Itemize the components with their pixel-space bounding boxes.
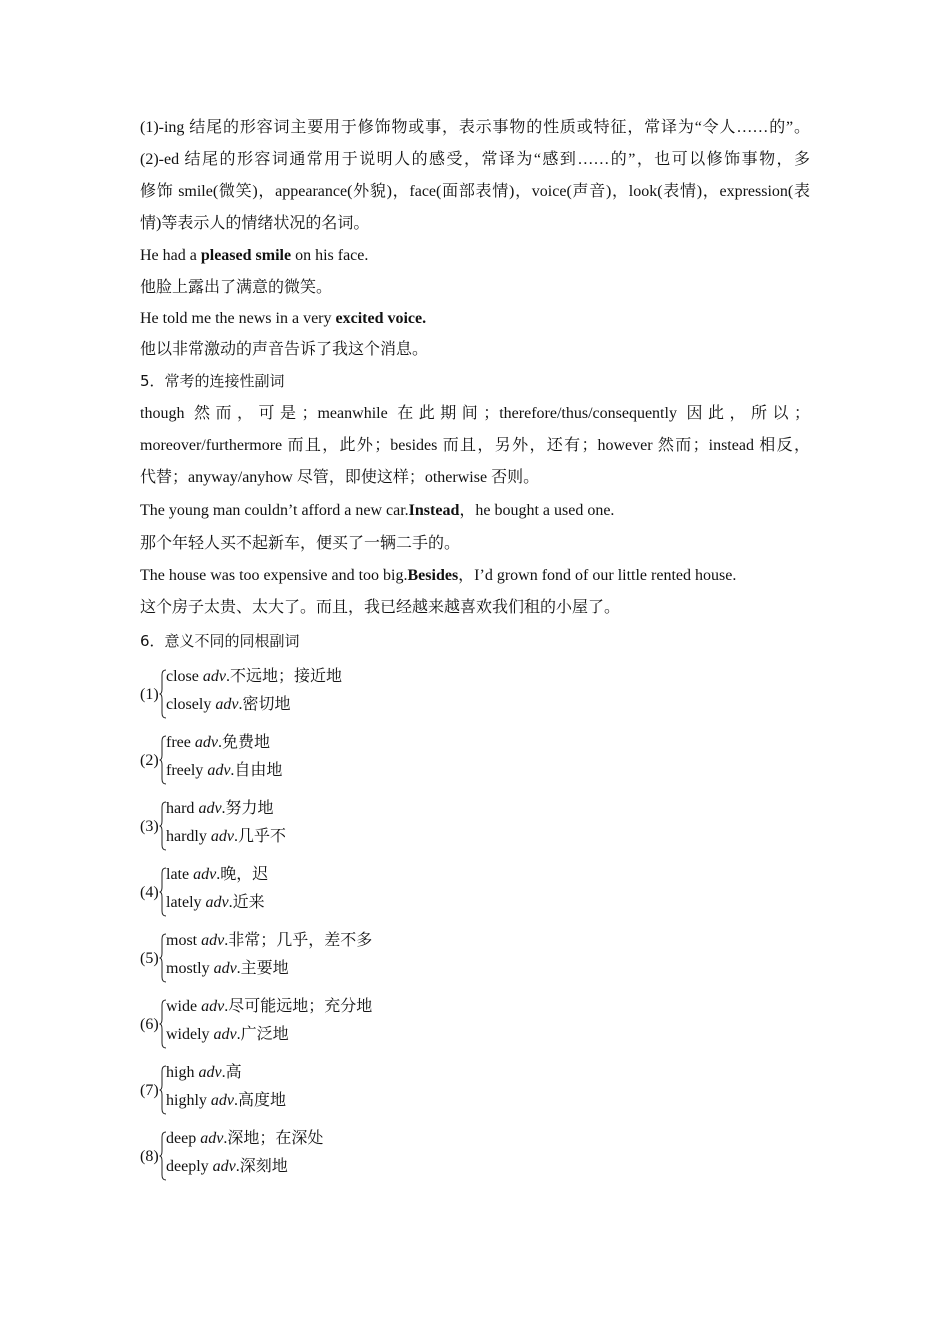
part-of-speech: adv — [202, 668, 226, 685]
adverb-entry — [166, 997, 372, 1017]
adverb-word: hardly — [166, 828, 207, 845]
adverb-word: free — [166, 734, 191, 751]
adverb-word: hard — [166, 800, 195, 817]
part-of-speech: adv — [215, 696, 239, 713]
part-of-speech: adv — [201, 932, 225, 949]
pair-number: (4) — [140, 884, 159, 901]
adverb-meaning: .努力地 — [221, 800, 274, 817]
note-ed-line-3: 情)等表示人的情绪状况的名词。 — [140, 215, 370, 232]
adverb-meaning: .自由地 — [230, 762, 283, 779]
adverb-word: wide — [166, 998, 198, 1015]
adverb-word: close — [166, 668, 199, 685]
adverb-entry — [166, 667, 342, 687]
adverb-meaning: .深刻地 — [235, 1158, 288, 1175]
adverb-entry — [166, 1063, 242, 1083]
adverb-word: highly — [166, 1092, 207, 1109]
adverb-meaning: .近来 — [228, 894, 265, 911]
adverb-entry — [166, 761, 282, 781]
example-sentence: The young man couldn’t afford a new car.Instead，he bought a used one. — [140, 502, 615, 519]
adverb-entry — [166, 1157, 288, 1177]
adverb-entry — [166, 893, 265, 913]
adverb-meaning: .几乎不 — [233, 828, 286, 845]
adverb-pair — [140, 799, 540, 855]
adverb-pair — [140, 1129, 540, 1185]
adverb-word: high — [166, 1064, 195, 1081]
adverb-entry — [166, 1025, 289, 1045]
adverb-entry — [166, 733, 270, 753]
pair-number: (1) — [140, 686, 159, 703]
adverb-word: deeply — [166, 1158, 209, 1175]
pair-number: (8) — [140, 1148, 159, 1165]
adverb-word: mostly — [166, 960, 210, 977]
adverb-entry — [166, 1129, 323, 1149]
note-ed-line-1: (2)-ed 结尾的形容词通常用于说明人的感受，常译为“感到……的”，也可以修饰事物，多 — [140, 151, 810, 168]
adverb-pair — [140, 865, 540, 921]
adverb-meaning: .高度地 — [234, 1092, 287, 1109]
example-translation: 这个房子太贵、太大了。而且，我已经越来越喜欢我们租的小屋了。 — [140, 599, 621, 616]
pair-number: (5) — [140, 950, 159, 967]
part-of-speech: adv — [213, 1026, 237, 1043]
adverb-entry — [166, 827, 286, 847]
adverb-pair — [140, 997, 540, 1053]
adverb-entry — [166, 959, 289, 979]
adverb-word: lately — [166, 894, 202, 911]
adverb-word: most — [166, 932, 198, 949]
adverb-meaning: .广泛地 — [236, 1026, 289, 1043]
part-of-speech: adv — [210, 828, 234, 845]
adverb-meaning: .尽可能远地；充分地 — [224, 998, 373, 1015]
adverb-meaning: .非常；几乎，差不多 — [224, 932, 373, 949]
part-of-speech: adv — [207, 762, 231, 779]
adverb-pair — [140, 1063, 540, 1119]
note-ed-line-2: 修饰 smile(微笑)，appearance(外貌)，face(面部表情)，voice(声音)，look(表情)，expression(表 — [140, 183, 810, 200]
adverb-meaning: .免费地 — [217, 734, 270, 751]
adverb-word: closely — [166, 696, 212, 713]
part-of-speech: adv — [194, 734, 218, 751]
adverb-entry — [166, 799, 274, 819]
connector-list-line-1: though 然而，可是；meanwhile 在此期间；therefore/thus/consequently 因此，所以； — [140, 405, 810, 422]
part-of-speech: adv — [201, 998, 225, 1015]
pair-number: (2) — [140, 752, 159, 769]
note-ing-line: (1)-ing 结尾的形容词主要用于修饰物或事，表示事物的性质或特征，常译为“令人……的”。 — [140, 119, 810, 136]
part-of-speech: adv — [200, 1130, 224, 1147]
pair-number: (7) — [140, 1082, 159, 1099]
example-sentence: He told me the news in a very excited voice. — [140, 310, 427, 327]
part-of-speech: adv — [193, 866, 217, 883]
adverb-word: freely — [166, 762, 204, 779]
example-translation: 那个年轻人买不起新车，便买了一辆二手的。 — [140, 535, 461, 552]
connector-list-line-2: moreover/furthermore 而且，此外；besides 而且，另外，还有；however 然而；instead 相反， — [140, 437, 810, 454]
pair-number: (6) — [140, 1016, 159, 1033]
part-of-speech: adv — [205, 894, 229, 911]
adverb-pair — [140, 931, 540, 987]
example-translation: 他脸上露出了满意的微笑。 — [140, 279, 333, 296]
section-heading: 6．意义不同的同根副词 — [140, 632, 300, 650]
adverb-word: deep — [166, 1130, 197, 1147]
adverb-word: widely — [166, 1026, 210, 1043]
adverb-meaning: .不远地；接近地 — [225, 668, 342, 685]
part-of-speech: adv — [198, 800, 222, 817]
adverb-entry — [166, 865, 268, 885]
adverb-meaning: .晚，迟 — [216, 866, 269, 883]
example-sentence: The house was too expensive and too big.Besides，I’d grown fond of our little rented house. — [140, 567, 737, 584]
example-translation: 他以非常激动的声音告诉了我这个消息。 — [140, 341, 429, 358]
adverb-meaning: .密切地 — [238, 696, 291, 713]
adverb-meaning: .高 — [221, 1064, 242, 1081]
pair-number: (3) — [140, 818, 159, 835]
adverb-entry — [166, 1091, 286, 1111]
part-of-speech: adv — [213, 960, 237, 977]
section-heading: 5．常考的连接性副词 — [140, 372, 285, 390]
adverb-pair — [140, 667, 540, 723]
adverb-entry — [166, 931, 372, 951]
adverb-pair — [140, 733, 540, 789]
connector-list-line-3: 代替；anyway/anyhow 尽管，即使这样；otherwise 否则。 — [140, 469, 540, 486]
example-sentence: He had a pleased smile on his face. — [140, 247, 369, 264]
part-of-speech: adv — [210, 1092, 234, 1109]
adverb-word: late — [166, 866, 190, 883]
adverb-entry — [166, 695, 290, 715]
part-of-speech: adv — [198, 1064, 222, 1081]
adverb-meaning: .主要地 — [236, 960, 289, 977]
adverb-meaning: .深地；在深处 — [223, 1130, 324, 1147]
part-of-speech: adv — [212, 1158, 236, 1175]
